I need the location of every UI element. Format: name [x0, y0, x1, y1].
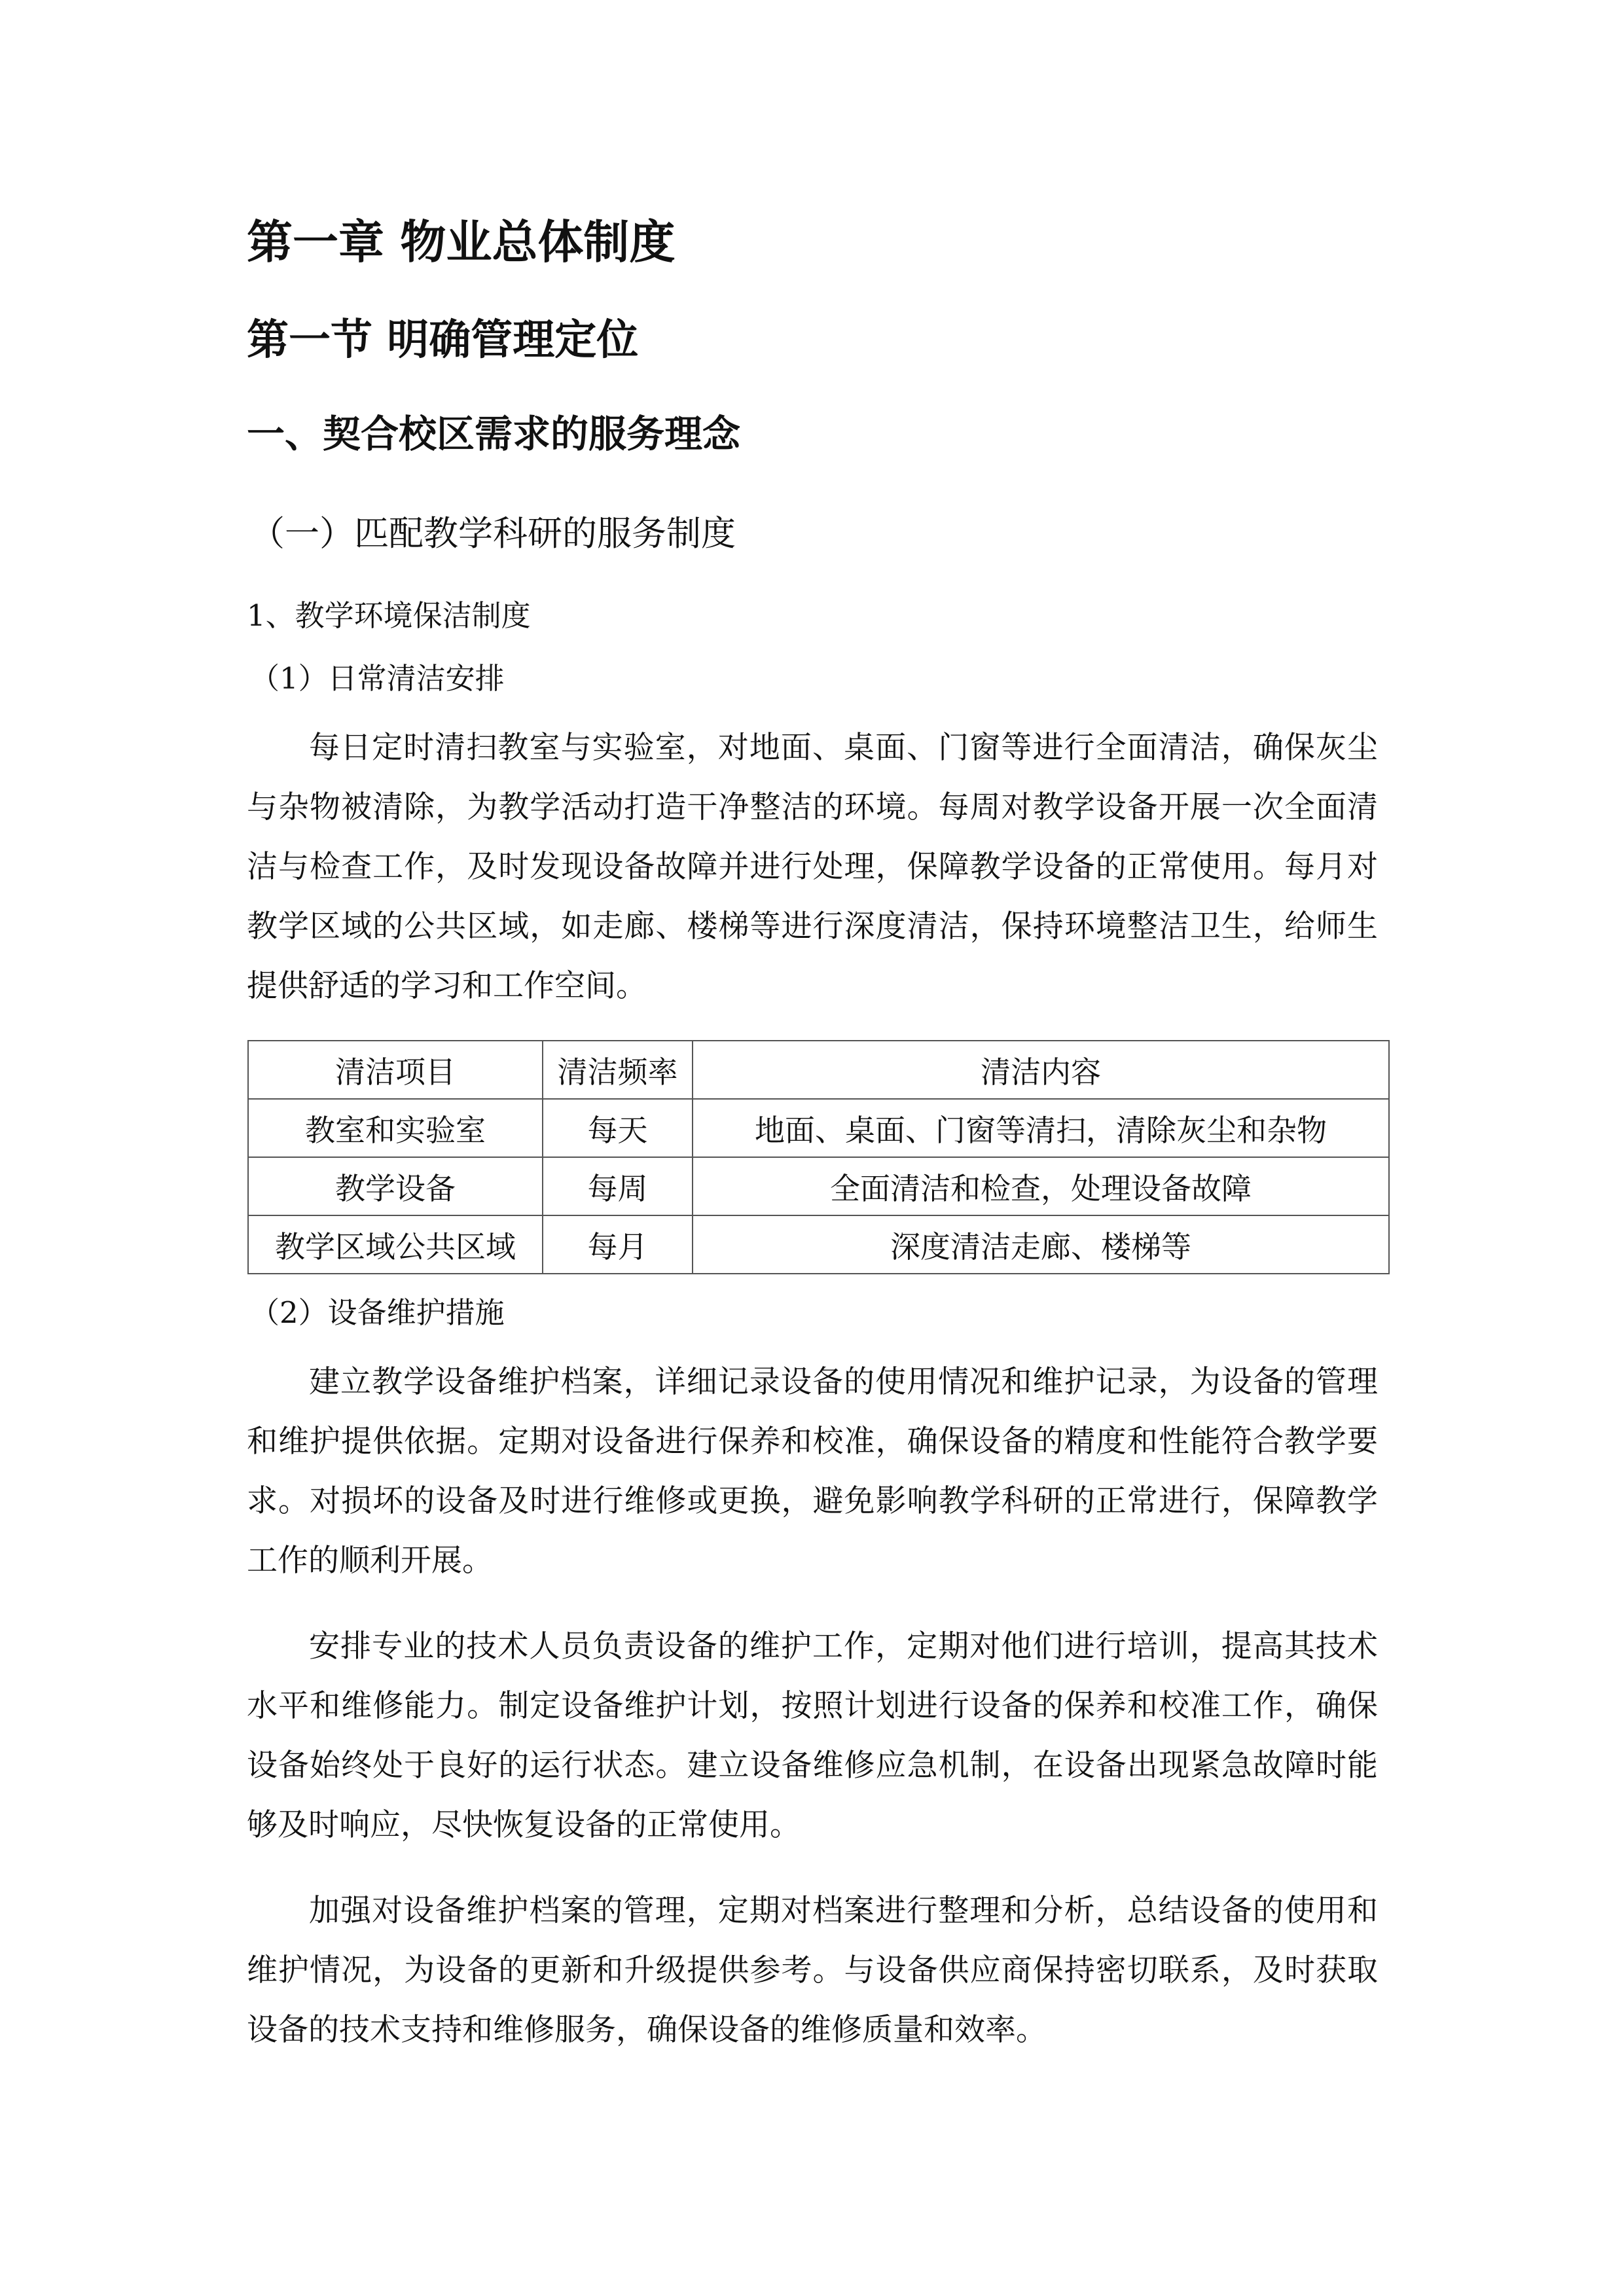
table-cell: 教学设备: [248, 1157, 543, 1215]
table-cell: 深度清洁走廊、楼梯等: [693, 1215, 1389, 1274]
subsection-title: （一）匹配教学科研的服务制度: [250, 514, 736, 554]
table-header-cell: 清洁频率: [543, 1041, 693, 1099]
table-row: [248, 1099, 1389, 1157]
table-header-cell: 清洁内容: [693, 1041, 1389, 1099]
table-cell: 每月: [543, 1215, 693, 1274]
table-cell: 教学区域公共区域: [248, 1215, 543, 1274]
table-cell: 全面清洁和检查，处理设备故障: [693, 1157, 1389, 1215]
table-row: [248, 1157, 1389, 1215]
table-cell: 每天: [543, 1099, 693, 1157]
paragraph-archive-management: 加强对设备维护档案的管理，定期对档案进行整理和分析，总结设备的使用和维护情况，为设备的更新和升级提供参考。与设备供应商保持密切联系，及时获取设备的技术支持和维修服务，确保设备的维修质量和效率。: [247, 1893, 1378, 2048]
minor-title-daily-cleaning: （1）日常清洁安排: [250, 661, 505, 696]
table-cell: 教室和实验室: [248, 1099, 543, 1157]
cleaning-schedule-table: [247, 1040, 1390, 1274]
table-header-cell: 清洁项目: [248, 1041, 543, 1099]
section-title: 第一节 明确管理定位: [247, 316, 639, 365]
part-title: 一、契合校区需求的服务理念: [247, 412, 741, 456]
chapter-title: 第一章 物业总体制度: [247, 215, 676, 269]
table-header-row: [248, 1041, 1389, 1099]
paragraph-daily-cleaning: 每日定时清扫教室与实验室，对地面、桌面、门窗等进行全面清洁，确保灰尘与杂物被清除，为教学活动打造干净整洁的环境。每周对教学设备开展一次全面清洁与检查工作，及时发现设备故障并进行处理，保障教学设备的正常使用。每月对教学区域的公共区域，如走廊、楼梯等进行深度清洁，保持环境整洁卫生，给师生提供舒适的学习和工作空间。: [247, 730, 1378, 1004]
table-cell: 地面、桌面、门窗等清扫，清除灰尘和杂物: [693, 1099, 1389, 1157]
table-cell: 每周: [543, 1157, 693, 1215]
minor-title-maintenance: （2）设备维护措施: [250, 1295, 505, 1330]
table-row: [248, 1215, 1389, 1274]
item-title: 1、教学环境保洁制度: [247, 598, 531, 633]
paragraph-maintenance-records: 建立教学设备维护档案，详细记录设备的使用情况和维护记录，为设备的管理和维护提供依据。定期对设备进行保养和校准，确保设备的精度和性能符合教学要求。对损坏的设备及时进行维修或更换，避免影响教学科研的正常进行，保障教学工作的顺利开展。: [247, 1364, 1378, 1579]
paragraph-technical-staff: 安排专业的技术人员负责设备的维护工作，定期对他们进行培训，提高其技术水平和维修能力。制定设备维护计划，按照计划进行设备的保养和校准工作，确保设备始终处于良好的运行状态。建立设备维修应急机制，在设备出现紧急故障时能够及时响应，尽快恢复设备的正常使用。: [247, 1628, 1378, 1843]
